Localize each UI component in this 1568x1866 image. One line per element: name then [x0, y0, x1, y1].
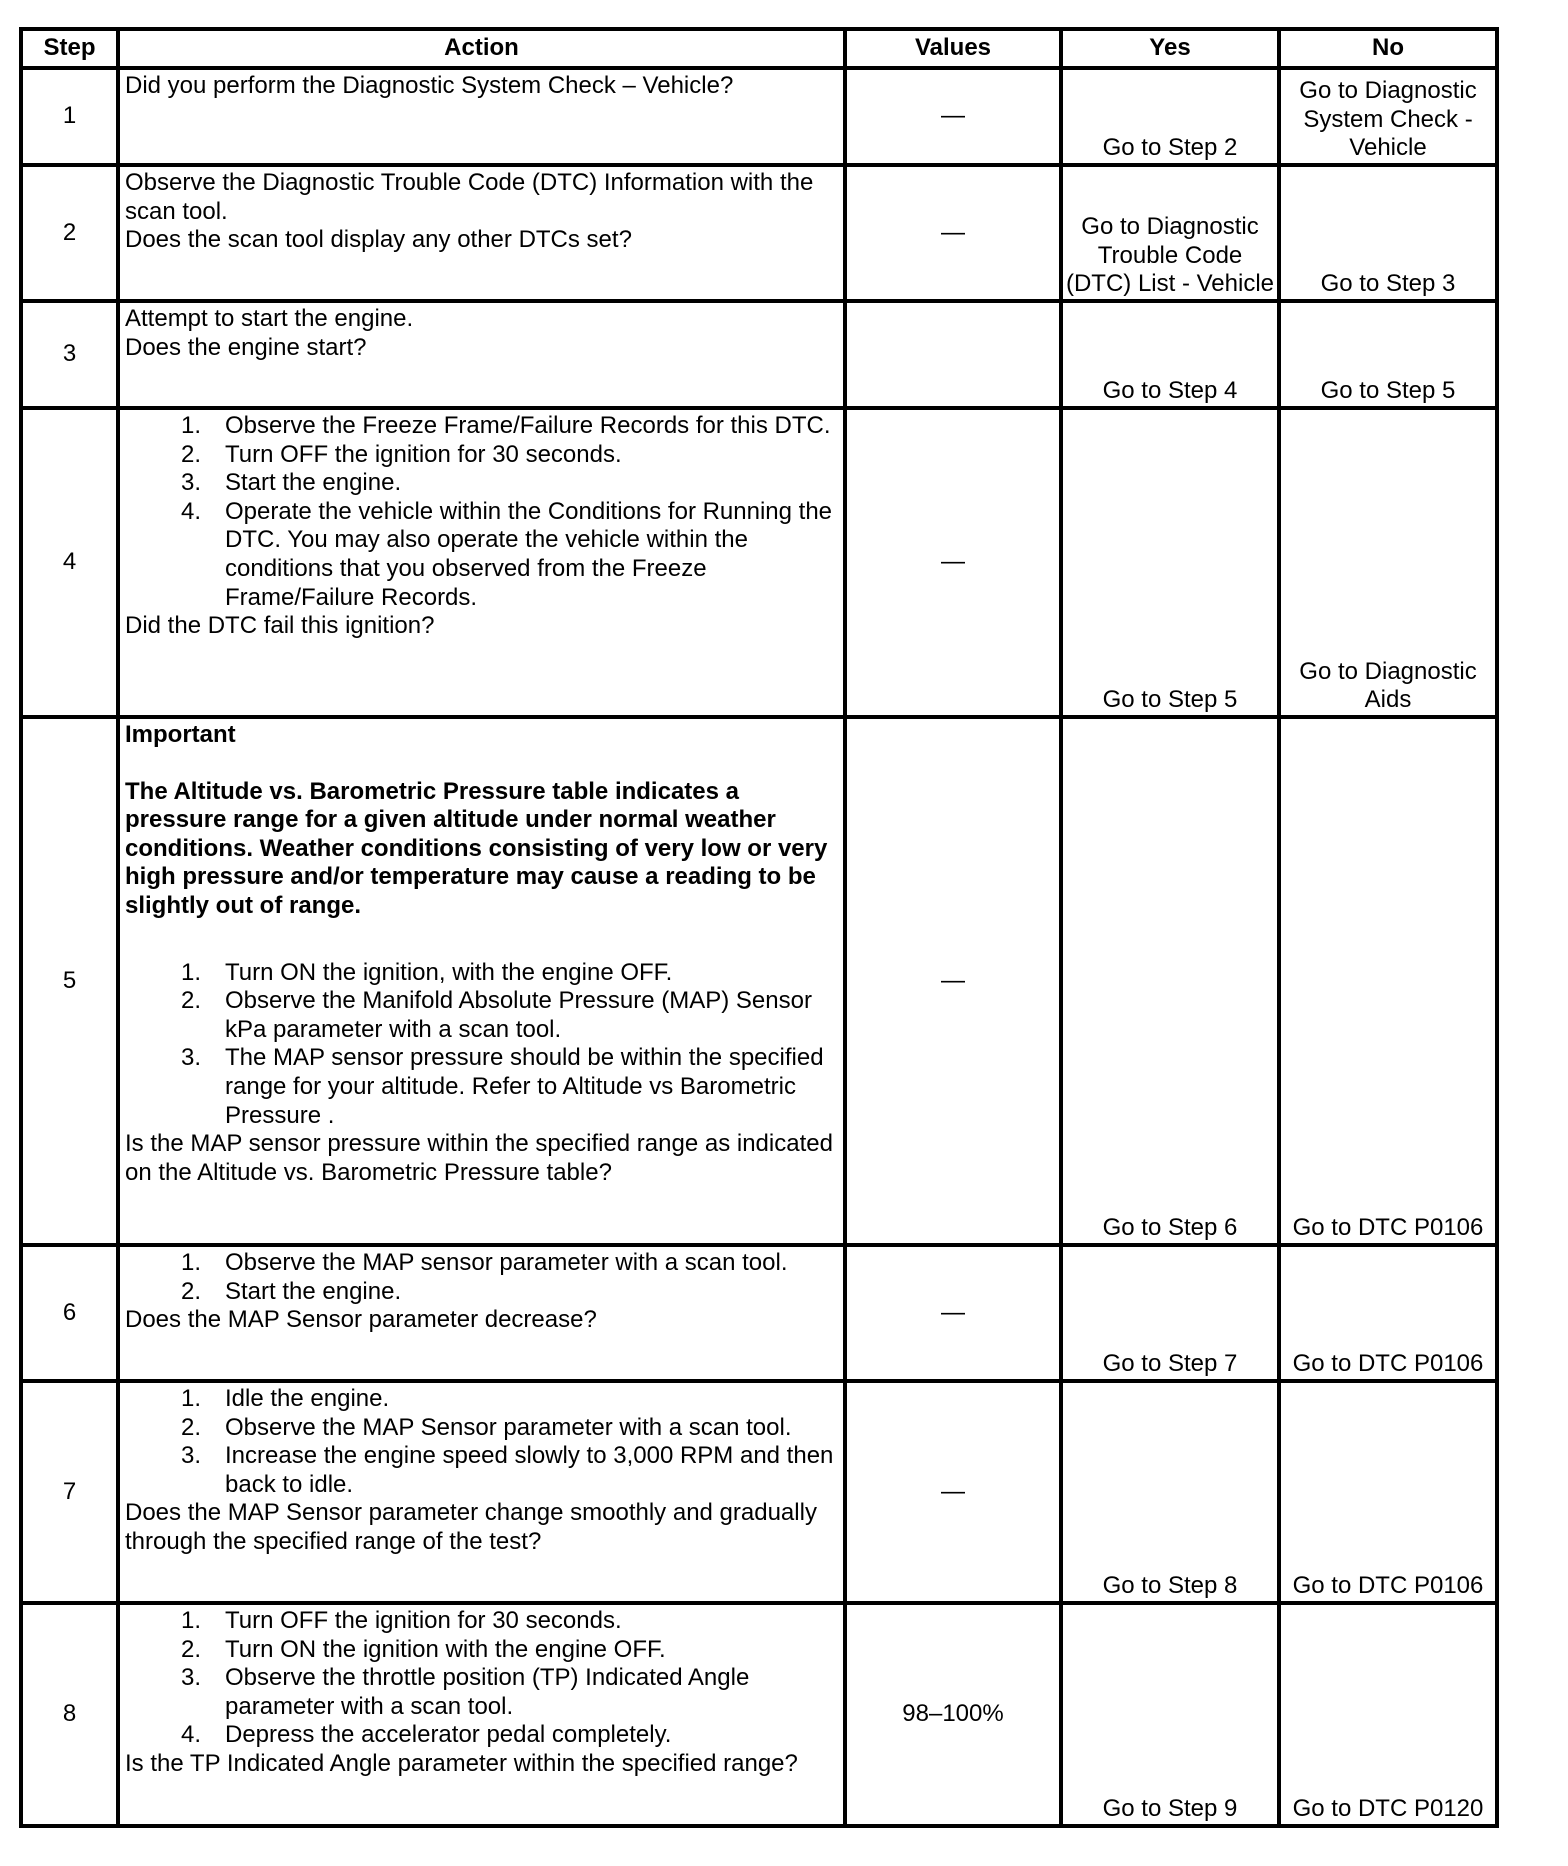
no-cell: Go to DTC P0106: [1279, 1381, 1497, 1603]
table-row: [21, 68, 1497, 165]
list-item: 3. Increase the engine speed slowly to 3,000 RPM and then back to idle.: [180, 1442, 834, 1498]
list-item: 2. Observe the MAP Sensor parameter with a scan tool.: [180, 1413, 792, 1441]
step-number: 7: [21, 1381, 118, 1603]
action-cell: [118, 1603, 845, 1826]
action-cell: [118, 717, 845, 1245]
action-cell: [118, 408, 845, 717]
action-question: Is the TP Indicated Angle parameter within the specified range?: [125, 1749, 798, 1777]
action-question: Is the MAP sensor pressure within the specified range as indicated on the Altitude vs. Barometric Pressure table?: [125, 1130, 833, 1186]
yes-cell: Go to Step 8: [1061, 1381, 1279, 1603]
action-text: Observe the Diagnostic Trouble Code (DTC) Information with the scan tool.: [125, 169, 814, 225]
list-item: 2. Turn ON the ignition with the engine OFF.: [180, 1635, 666, 1663]
action-cell: [118, 1381, 845, 1603]
step-number: 2: [21, 165, 118, 301]
table-row: [21, 1603, 1497, 1826]
list-item: 1. Idle the engine.: [180, 1385, 390, 1412]
header-action: Action: [118, 29, 845, 68]
values-cell: —: [845, 1245, 1061, 1381]
values-cell: —: [845, 68, 1061, 165]
yes-cell: Go to Step 2: [1061, 68, 1279, 165]
list-item: 3. The MAP sensor pressure should be within the specified range for your altitude. Refer to Altitude vs Barometric Pressure .: [180, 1044, 824, 1129]
step-number: 1: [21, 68, 118, 165]
step-number: 3: [21, 301, 118, 408]
action-question: Does the engine start?: [125, 333, 367, 361]
values-cell: 98–100%: [845, 1603, 1061, 1826]
action-question: Does the MAP Sensor parameter decrease?: [125, 1306, 597, 1334]
values-cell: —: [845, 165, 1061, 301]
header-values: Values: [845, 29, 1061, 68]
table-row: [21, 1245, 1497, 1381]
table-row: [21, 717, 1497, 1245]
step-number: 8: [21, 1603, 118, 1826]
header-yes: Yes: [1061, 29, 1279, 68]
table-row: [21, 408, 1497, 717]
no-cell: Go to Step 3: [1279, 165, 1497, 301]
values-cell: [845, 301, 1061, 408]
table-row: [21, 165, 1497, 301]
yes-cell: Go to Step 5: [1061, 408, 1279, 717]
action-steps: [125, 959, 839, 1131]
action-steps: [125, 412, 839, 612]
step-number: 4: [21, 408, 118, 717]
action-cell: [118, 68, 845, 165]
important-block: [125, 721, 839, 1130]
header-row: [21, 29, 1497, 68]
table-row: [21, 301, 1497, 408]
step-number: 6: [21, 1245, 118, 1381]
action-question: Did the DTC fail this ignition?: [125, 612, 435, 640]
action-steps: [125, 1607, 839, 1750]
yes-cell: Go to Step 7: [1061, 1245, 1279, 1381]
action-question: Does the MAP Sensor parameter change smoothly and gradually through the specified range of the test?: [125, 1499, 817, 1555]
no-cell: Go to DTC P0120: [1279, 1603, 1497, 1826]
list-item: 1. Observe the MAP sensor parameter with a scan tool.: [180, 1249, 788, 1276]
no-cell: Go to Step 5: [1279, 301, 1497, 408]
action-cell: [118, 1245, 845, 1381]
header-no: No: [1279, 29, 1497, 68]
action-cell: [118, 165, 845, 301]
list-item: 3. Observe the throttle position (TP) Indicated Angle parameter with a scan tool.: [180, 1664, 750, 1720]
values-cell: —: [845, 408, 1061, 717]
no-cell: Go to DTC P0106: [1279, 717, 1497, 1245]
yes-cell: Go to Step 9: [1061, 1603, 1279, 1826]
action-text: Did you perform the Diagnostic System Check – Vehicle?: [125, 72, 734, 99]
list-item: 2. Observe the Manifold Absolute Pressure (MAP) Sensor kPa parameter with a scan tool.: [180, 987, 812, 1043]
action-cell: [118, 301, 845, 408]
action-steps: [125, 1385, 839, 1499]
yes-cell: Go to Step 4: [1061, 301, 1279, 408]
important-text: The Altitude vs. Barometric Pressure table indicates a pressure range for a given altitude under normal weather conditions. Weather conditions consisting of very low or very high pressure and/or temperature may cause a reading to be slightly out of range.: [125, 777, 828, 919]
list-item: 4. Operate the vehicle within the Conditions for Running the DTC. You may also operate the vehicle within the conditions that you observed from the Freeze Frame/Failure Records.: [180, 497, 833, 611]
yes-cell: Go to Diagnostic Trouble Code (DTC) List - Vehicle: [1061, 165, 1279, 301]
step-number: 5: [21, 717, 118, 1245]
no-cell: Go to Diagnostic Aids: [1279, 408, 1497, 717]
list-item: 2. Start the engine.: [180, 1277, 402, 1305]
no-cell: Go to Diagnostic System Check - Vehicle: [1279, 68, 1497, 165]
list-item: 1. Observe the Freeze Frame/Failure Records for this DTC.: [180, 412, 831, 439]
important-label: Important: [125, 721, 236, 748]
action-question: Does the scan tool display any other DTCs set?: [125, 226, 632, 254]
values-cell: —: [845, 717, 1061, 1245]
list-item: 1. Turn ON the ignition, with the engine OFF.: [180, 958, 673, 986]
action-steps: [125, 1249, 839, 1306]
table-row: [21, 1381, 1497, 1603]
list-item: 2. Turn OFF the ignition for 30 seconds.: [180, 440, 622, 468]
list-item: 3. Start the engine.: [180, 469, 402, 497]
list-item: 4. Depress the accelerator pedal completely.: [180, 1721, 672, 1749]
no-cell: Go to DTC P0106: [1279, 1245, 1497, 1381]
diagnostic-table: [19, 27, 1499, 1828]
action-text: Attempt to start the engine.: [125, 305, 414, 332]
list-item: 1. Turn OFF the ignition for 30 seconds.: [180, 1607, 622, 1634]
yes-cell: Go to Step 6: [1061, 717, 1279, 1245]
header-step: Step: [21, 29, 118, 68]
values-cell: —: [845, 1381, 1061, 1603]
